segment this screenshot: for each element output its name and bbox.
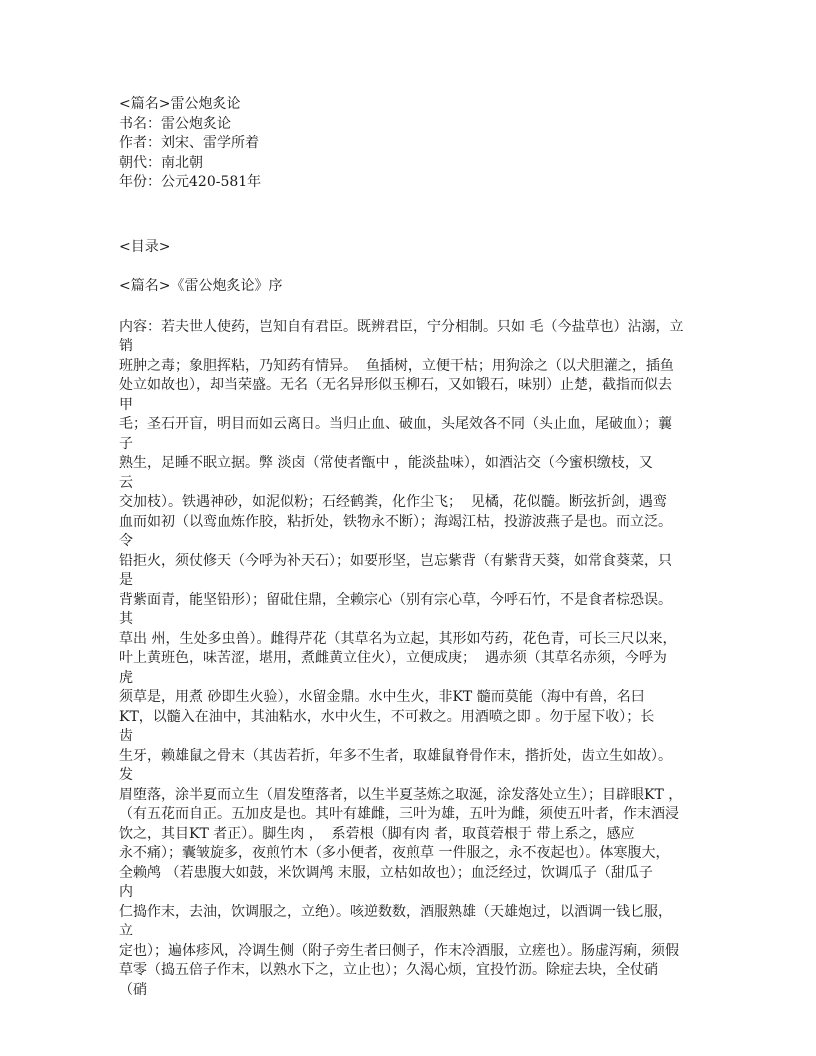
content-line: 交加枝）。铁遇神砂，如泥似粉；石经鹤粪，化作尘飞； 见橘，花似髓。断弦折剑，遇鸾 [119,494,667,510]
content-line: 须草是，用煮 砂即生火验），水留金鼎。水中生火，非KT 髓而莫能（海中有兽，名曰 [119,689,645,705]
content-line: 班肿之毒；象胆挥粘，乃知药有情异。 鱼插树，立便干枯；用狗涂之（以犬胆灌之，插鱼 [119,357,674,374]
content-line: 令 [119,533,133,549]
content-line: （有五花而自正。五加皮是也。其叶有雄雌，三叶为雄，五叶为雌，须使五叶者，作末酒浸 [119,806,679,822]
content-line: 是 [119,572,133,588]
content-line: 内容：若夫世人使药，岂知自有君臣。既辨君臣，宁分相制。只如 毛（今盐草也）沾溺，立 [119,318,684,335]
content-line: 定也）；遍体疹风，冷调生侧（附子旁生者曰侧子，作末冷酒服，立瘥也）。肠虚泻痢，须假 [119,942,679,959]
content-line: 背紫面青，能坚铅形）；留砒住鼎，全赖宗心（别有宗心草，今呼石竹，不是食者棕恐误。 [119,591,672,608]
content-line: 发 [119,767,133,783]
content-line: （硝 [119,981,147,998]
content-line: 生牙，赖雄鼠之骨末（其齿若折，年多不生者，取雄鼠脊骨作末，揩折处，齿立生如故）。 [119,747,672,764]
content-line: 仁捣作末，去油，饮调服之，立绝）。咳逆数数，酒服熟雄（天雄炮过，以酒调一钱匕服， [119,903,672,920]
content-line: 子 [119,435,133,452]
content-line: 甲 [119,396,133,413]
content-line: 永不痛）；囊皱旋多，夜煎竹木（多小便者，夜煎草 一件服之，永不夜起也）。体寒腹大， [119,845,670,861]
content-line: 铅拒火，须仗修天（今呼为补天石）；如要形坚，岂忘紫背（有紫背天葵，如常食葵菜，只 [119,552,672,569]
content-line: 血而如初（以鸾血炼作胶，粘折处，铁物永不断）；海竭江枯，投游波燕子是也。而立泛。 [119,513,672,530]
content-line: 其 [119,611,133,627]
content-line: KT，以髓入在油中，其油粘水，水中火生，不可救之。用酒喷之即 。勿于屋下收）；长 [119,708,655,725]
content-line: 全赖鸬 （若患腹大如鼓，米饮调鸬 末服，立枯如故也）；血泛经过，饮调瓜子（甜瓜子 [119,864,653,881]
preface-content [119,318,699,1001]
chapter-header: <篇名>雷公炮炙论 [119,96,241,112]
book-name: 书名：雷公炮炙论 [119,115,231,132]
content-line: 草零（捣五倍子作末，以熟水下之，立止也）；久渴心烦，宜投竹沥。除症去块，全仗硝 [119,962,658,978]
section-title: <篇名>《雷公炮炙论》序 [119,278,283,294]
year: 年份：公元420-581年 [119,174,262,190]
dynasty: 朝代：南北朝 [119,154,203,171]
table-of-contents-heading: <目录> [119,238,171,255]
content-line: 眉堕落，涂半夏而立生（眉发堕落者，以生半夏茎炼之取涎，涂发落处立生）；目辟眼KT ， [119,786,683,803]
content-line: 齿 [119,728,133,744]
content-line: 饮之，其目KT 者正）。脚生肉 ， 系菪根（脚有肉 者，取莨菪根于 带上系之，感应 [119,825,635,842]
author: 作者：刘宋、雷学所着 [119,135,259,151]
content-line: 云 [119,474,133,491]
content-line: 立 [119,923,133,939]
book-metadata [119,95,699,193]
content-line: 销 [119,338,133,354]
content-line: 叶上黄班色，味苦涩，堪用，煮雌黄立住火），立便成庚； 遇赤须（其草名赤须，今呼为 [119,650,667,666]
content-line: 虎 [119,669,133,686]
content-line: 草出 州，生处多虫兽）。雌得芹花（其草名为立起，其形如芍药，花色青，可长三尺以来， [119,630,677,647]
document-page [119,95,699,1000]
content-line: 熟生，足睡不眠立据。弊 淡卤（常使者甑中 ，能淡盐味），如酒沾交（今蜜枳缴枝，又 [119,455,653,471]
content-line: 毛；圣石开盲，明目而如云离日。当归止血、破血，头尾效各不同（头止血，尾破血）；蘘 [119,416,672,432]
content-line: 处立如故也），却当荣盛。无名（无名异形似玉柳石，又如锻石，味别）止楚，截指而似去 [119,377,672,393]
content-line: 内 [119,884,133,900]
